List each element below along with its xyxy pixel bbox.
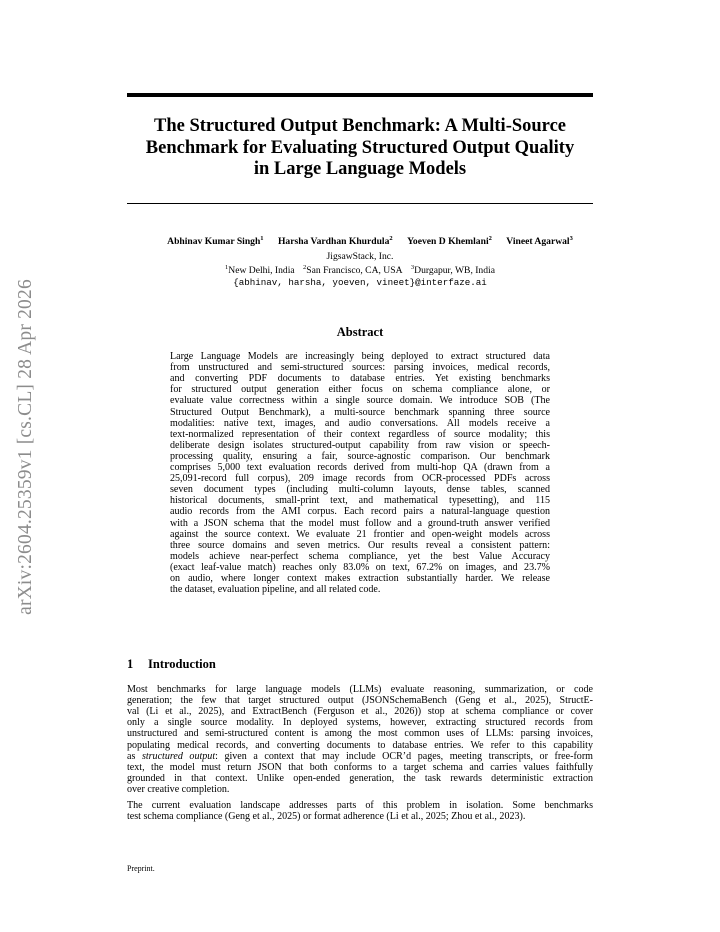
paragraph-line: over creative completion. (127, 783, 230, 795)
author: Vineet Agarwal$^3$ (506, 235, 573, 248)
abstract-line: historical documents, small-print text, and mathematical typesetting), and 115 (170, 495, 550, 507)
paragraph-line: The current evaluation landscape addresses parts of this problem in isolation. Some benchmarks (127, 800, 593, 811)
title-top-rule (127, 93, 593, 97)
title-line: The Structured Output Benchmark: A Multi-Source (154, 116, 566, 136)
abstract-line: Structured Output Benchmark), a multi-source benchmark spanning three source (170, 406, 550, 418)
abstract-line: modalities: native text, images, and audio conversations. All models receive a (170, 417, 550, 429)
paragraph-line: populating medical records, and converting documents to database entries. We refer to this capability (127, 739, 593, 751)
paragraph-line: generation; the few that target structured output (JSONSchemaBench (Geng et al., 2025), StructE- (127, 695, 593, 707)
abstract-line: from unstructured and semi-structured sources: parsing invoices, medical records, (170, 362, 550, 374)
abstract-line: Large Language Models are increasingly being deployed to extract structured data (170, 351, 550, 362)
location: $^3$Durgapur, WB, India (410, 264, 495, 277)
section-number: 1 (127, 657, 134, 671)
abstract-line: (exact leaf-value match) reaches only 83.0% on text, 67.2% on images, and 23.7% (170, 561, 550, 573)
emphasis-term: structured output (141, 750, 216, 762)
abstract-line: and converting PDF documents to database entries. Yet existing benchmarks (170, 373, 550, 385)
paragraph-line: as structured output: given a context that may include OCR’d pages, meeting transcripts, or free-form (127, 750, 593, 762)
paragraph-line: test schema compliance (Geng et al., 2025) or format adherence (Li et al., 2025; Zhou et al., 2023). (127, 811, 526, 823)
abstract-line: against the source context. We evaluate 21 frontier and open-weight models across (170, 528, 550, 540)
author: Abhinav Kumar Singh$^1$ (167, 235, 264, 248)
abstract-line: models achieve near-perfect schema compliance, yet the best Value Accuracy (170, 550, 550, 562)
author: Harsha Vardhan Khurdula$^2$ (277, 235, 393, 248)
paragraph-line: Most benchmarks for large language models (LLMs) evaluate reasoning, summarization, or code (127, 684, 593, 695)
abstract-line: deliberate design isolates structured-output capability from raw vision or speech- (170, 439, 550, 451)
title-bottom-rule (127, 203, 593, 204)
preprint-footer: Preprint. (127, 864, 155, 873)
abstract-line: on audio, where longer context makes extraction substantially harder. We release (170, 573, 550, 584)
paper-title (110, 116, 610, 181)
abstract-line: processing quality, ensuring a fair, source-agnostic comparison. Our benchmark (170, 450, 550, 462)
title-line: in Large Language Models (253, 159, 467, 179)
section-title: Introduction (148, 657, 216, 671)
author-emails: {abhinav, harsha, yoeven, vineet}@interfaze.ai (233, 277, 487, 288)
abstract-line: audio records from the AMI corpus. Each record pairs a natural-language question (170, 506, 550, 518)
abstract-line: seven document types (including multi-column layouts, dense tables, scanned (170, 484, 550, 496)
abstract-line: three source domains and seven metrics. Our results reveal a consistent pattern: (170, 539, 550, 551)
author: Yoeven D Khemlani$^2$ (407, 235, 492, 248)
abstract-line: for structured output generation either focus on schema compliance alone, or (170, 384, 550, 396)
location: $^1$New Delhi, India (225, 264, 295, 277)
abstract-line: 25,091-record full corpus), 209 image records from OCR-processed PDFs across (170, 473, 550, 485)
paragraph-line: val (Li et al., 2025), and ExtractBench (Ferguson et al., 2026)) stop at schema compliance or cover (127, 706, 593, 718)
abstract-line: with a JSON schema that the model must follow and a ground-truth answer verified (170, 517, 550, 529)
organization: JigsawStack, Inc. (326, 251, 394, 262)
abstract-line: evaluate value correctness within a single source domain. We introduce SOB (The (170, 395, 550, 407)
affiliation-locations (110, 264, 610, 276)
paragraph-line: only a single source modality. In deployed systems, however, extracting structured records from (127, 717, 593, 729)
paragraph-line: text, the model must return JSON that both conforms to a target schema and carries values faithfully (127, 761, 593, 773)
abstract-heading: Abstract (336, 325, 384, 339)
paragraph-line: unstructured and semi-structured content is among the most common uses of LLMs: parsing invoices, (127, 728, 593, 740)
abstract-line: comprises 5,000 text evaluation records derived from multi-hop QA (drawn from a (170, 462, 550, 473)
abstract-line: the dataset, evaluation pipeline, and all related code. (170, 584, 381, 596)
location: $^2$San Francisco, CA, USA (303, 264, 403, 277)
title-line: Benchmark for Evaluating Structured Output Quality (145, 137, 575, 158)
abstract-line: text-normalized representation of their context regardless of source modality; this (170, 428, 550, 440)
author-list (100, 235, 640, 247)
paragraph-line: grounded in that context. Unlike open-ended generation, the task rewards deterministic extraction (127, 772, 593, 784)
